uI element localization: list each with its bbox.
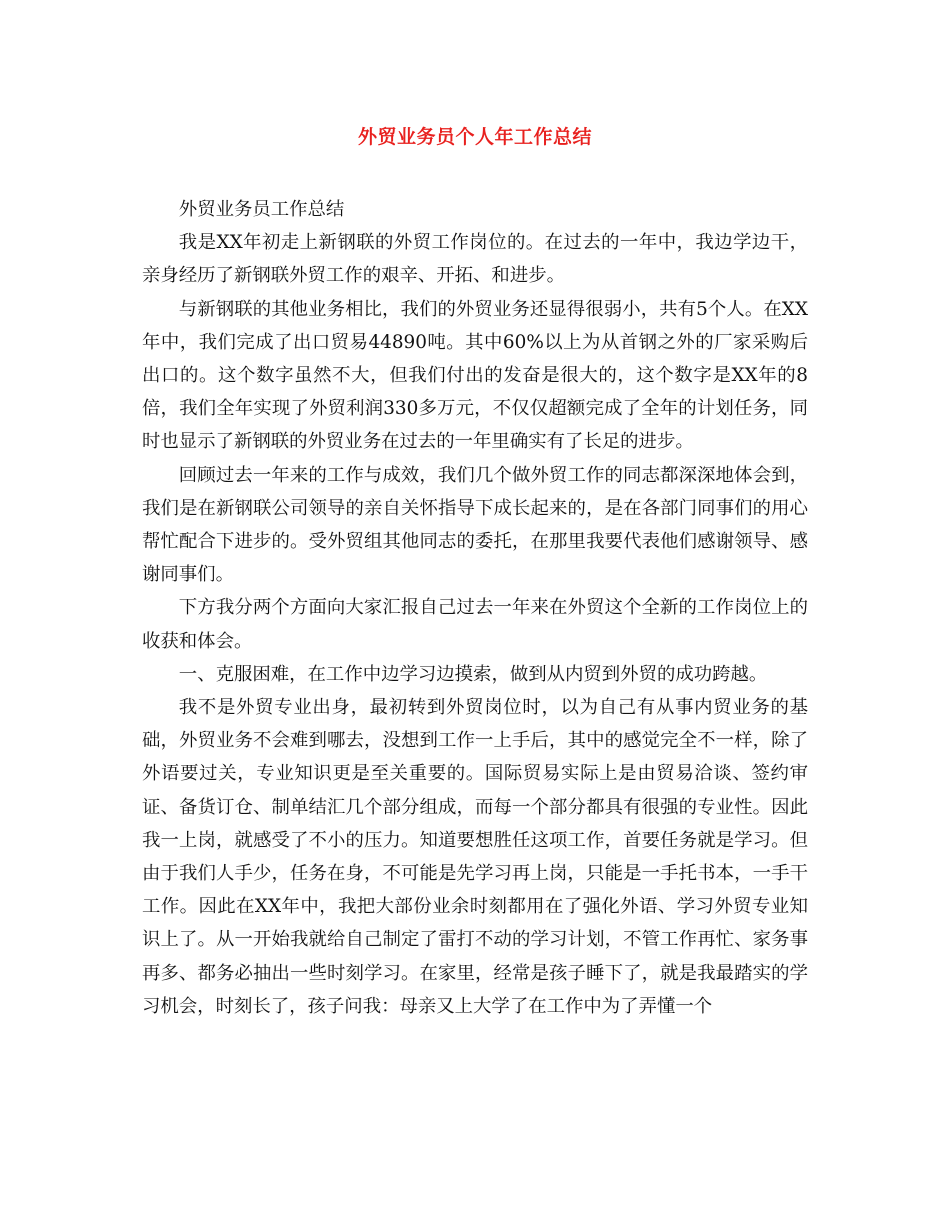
paragraph: 外贸业务员工作总结 (178, 199, 345, 220)
paragraph: 我不是外贸专业出身，最初转到外贸岗位时，以为自己有从事内贸业务的基础，外贸业务不会难到哪去，没想到工作一上手后，其中的感觉完全不一样，除了外语要过关，专业知识更是至关重要的。国际贸易实际上是由贸易洽谈、签约审证、备货订仓、制单结汇几个部分组成，而每一个部分都具有很强的专业性。因此我一上岗，就感受了不小的压力。知道要想胜任这项工作，首要任务就是学习。但由于我们人手少，任务在身，不可能是先学习再上岗，只能是一手托书本，一手干工作。因此在XX年中，我把大部份业余时刻都用在了强化外语、学习外贸专业知识上了。从一开始我就给自己制定了雷打不动的学习计划，不管工作再忙、家务事再多、都务必抽出一些时刻学习。在家里，经常是孩子睡下了，就是我最踏实的学习机会，时刻长了，孩子问我：母亲又上大学了在工作中为了弄懂一个 (142, 697, 808, 1017)
paragraph: 下方我分两个方面向大家汇报自己过去一年来在外贸这个全新的工作岗位上的收获和体会。 (142, 597, 808, 652)
document-title: 外贸业务员个人年工作总结 (357, 126, 592, 148)
paragraph: 回顾过去一年来的工作与成效，我们几个做外贸工作的同志都深深地体会到，我们是在新钢联公司领导的亲自关怀指导下成长起来的，是在各部门同事们的用心帮忙配合下进步的。受外贸组其他同志的委托，在那里我要代表他们感谢领导、感谢同事们。 (142, 464, 808, 586)
document-body (142, 193, 808, 1023)
paragraph: 与新钢联的其他业务相比，我们的外贸业务还显得很弱小，共有5个人。在XX年中，我们完成了出口贸易44890吨。其中60%以上为从首钢之外的厂家采购后出口的。这个数字虽然不大，但我们付出的发奋是很大的，这个数字是XX年的8倍，我们全年实现了外贸利润330多万元，不仅仅超额完成了全年的计划任务，同时也显示了新钢联的外贸业务在过去的一年里确实有了长足的进步。 (142, 298, 808, 453)
paragraph: 我是XX年初走上新钢联的外贸工作岗位的。在过去的一年中，我边学边干，亲身经历了新钢联外贸工作的艰辛、开拓、和进步。 (142, 232, 808, 287)
paragraph: 一、克服困难，在工作中边学习边摸索，做到从内贸到外贸的成功跨越。 (178, 663, 768, 685)
